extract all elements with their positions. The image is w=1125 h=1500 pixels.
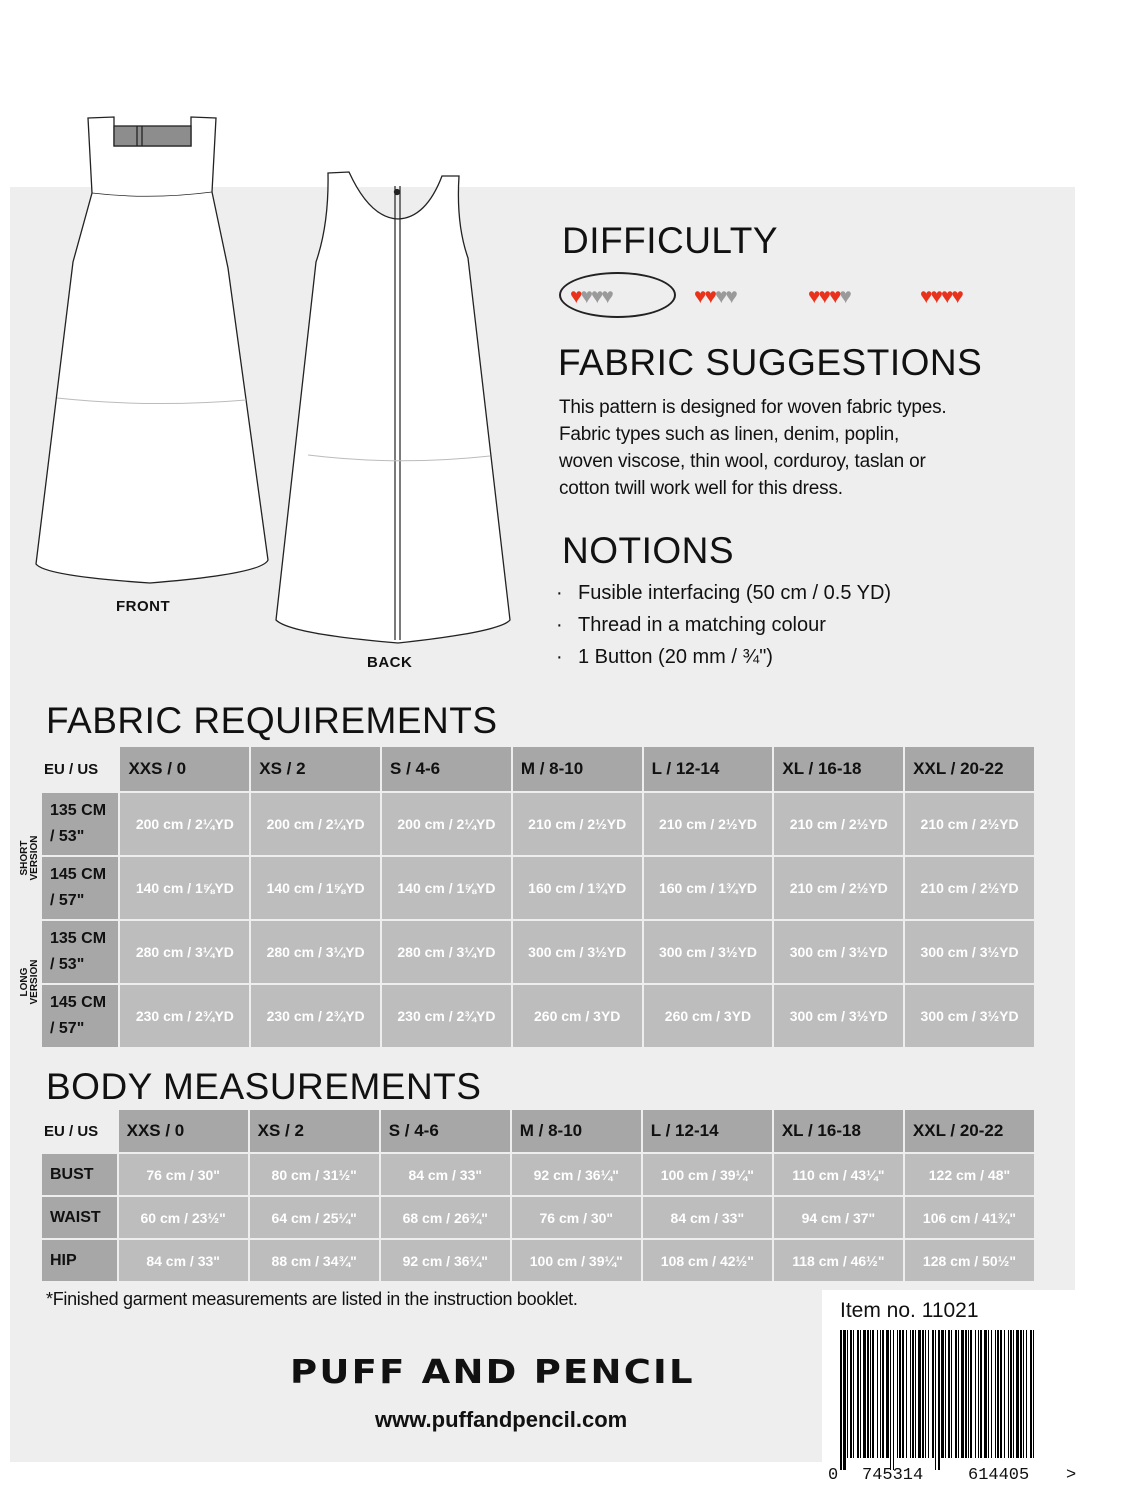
barcode-bar bbox=[853, 1330, 854, 1458]
notion-text: 1 Button (20 mm / ¾") bbox=[578, 646, 773, 668]
size-header: XXL / 20-22 bbox=[905, 1110, 1034, 1152]
barcode-bar bbox=[1026, 1330, 1027, 1458]
table-cell: 92 cm / 36¼" bbox=[512, 1154, 641, 1195]
heart-icon: ♥ bbox=[920, 285, 931, 308]
table-cell: 230 cm / 2¾YD bbox=[251, 985, 380, 1047]
table-cell: 76 cm / 30" bbox=[512, 1197, 641, 1238]
barcode-bar bbox=[955, 1330, 957, 1458]
barcode-bar bbox=[870, 1330, 871, 1458]
table-cell: 118 cm / 46½" bbox=[774, 1240, 903, 1281]
heart-icon: ♥ bbox=[930, 285, 941, 308]
barcode-bar bbox=[991, 1330, 992, 1458]
table-cell: 210 cm / 2½YD bbox=[644, 793, 773, 855]
heart-icon: ♥ bbox=[828, 285, 840, 308]
barcode-icon bbox=[840, 1330, 1064, 1470]
table-cell: 260 cm / 3YD bbox=[644, 985, 773, 1047]
table-cell: 84 cm / 33" bbox=[643, 1197, 772, 1238]
body-measurements-table bbox=[40, 1108, 1036, 1283]
table-cell: 210 cm / 2½YD bbox=[513, 793, 642, 855]
long-version-label bbox=[20, 958, 40, 1006]
row-label-line: / 53" bbox=[50, 828, 85, 845]
table-row bbox=[42, 985, 1034, 1047]
table-cell: 300 cm / 3½YD bbox=[513, 921, 642, 983]
table-cell: 92 cm / 36¼" bbox=[381, 1240, 510, 1281]
barcode-bar bbox=[1010, 1330, 1012, 1458]
heart-icon: ♥ bbox=[951, 285, 962, 308]
table-row bbox=[42, 1154, 1034, 1195]
notion-item bbox=[556, 646, 773, 669]
barcode-trail: > bbox=[1066, 1466, 1077, 1485]
row-label bbox=[42, 857, 118, 919]
table-cell: 140 cm / 1⅝YD bbox=[251, 857, 380, 919]
heart-icon: ♥ bbox=[725, 285, 736, 308]
table-cell: 160 cm / 1¾YD bbox=[513, 857, 642, 919]
group-label-line: VERSION bbox=[29, 835, 40, 881]
table-cell: 300 cm / 3½YD bbox=[774, 921, 903, 983]
barcode-bar bbox=[928, 1330, 929, 1458]
table-cell: 160 cm / 1¾YD bbox=[644, 857, 773, 919]
footnote: *Finished garment measurements are listed in the instruction booklet. bbox=[46, 1289, 578, 1309]
barcode-bar bbox=[945, 1330, 946, 1458]
heart-icon: ♥ bbox=[818, 285, 829, 308]
notion-item bbox=[556, 582, 891, 605]
barcode-bar bbox=[965, 1330, 967, 1458]
barcode-bar bbox=[840, 1330, 842, 1470]
table-cell: 108 cm / 42½" bbox=[643, 1240, 772, 1281]
difficulty-heading: DIFFICULTY bbox=[562, 220, 779, 261]
table-corner-label: EU / US bbox=[44, 760, 99, 778]
difficulty-level-4 bbox=[920, 286, 962, 308]
barcode-bar bbox=[877, 1330, 878, 1458]
row-label-line: / 57" bbox=[50, 892, 85, 909]
table-row bbox=[42, 921, 1034, 983]
barcode-bar bbox=[980, 1330, 982, 1458]
item-number: Item no. 11021 bbox=[840, 1299, 979, 1322]
size-header: XXL / 20-22 bbox=[905, 747, 1034, 791]
table-cell: 110 cm / 43¼" bbox=[774, 1154, 903, 1195]
barcode-bar bbox=[932, 1330, 934, 1458]
barcode-digits-left: 745314 bbox=[862, 1466, 924, 1485]
barcode-bar bbox=[915, 1330, 916, 1458]
barcode-bar bbox=[910, 1330, 911, 1458]
barcode-bar bbox=[961, 1330, 964, 1458]
barcode-bar bbox=[906, 1330, 907, 1458]
barcode-bar bbox=[988, 1330, 989, 1458]
barcode-bar bbox=[912, 1330, 914, 1458]
table-cell: 140 cm / 1⅝YD bbox=[120, 857, 249, 919]
front-dress-drawing bbox=[36, 117, 268, 583]
fabric-requirements-heading: FABRIC REQUIREMENTS bbox=[46, 700, 498, 741]
barcode-bar bbox=[850, 1330, 852, 1458]
notion-text: Thread in a matching colour bbox=[578, 614, 826, 636]
size-header: XXS / 0 bbox=[119, 1110, 248, 1152]
fabric-suggestion-line: cotton twill work well for this dress. bbox=[559, 478, 843, 499]
heart-icon: ♥ bbox=[714, 285, 726, 308]
short-version-label bbox=[20, 834, 40, 882]
barcode-lead-digit: 0 bbox=[828, 1466, 839, 1485]
size-header: M / 8-10 bbox=[512, 1110, 641, 1152]
size-header: L / 12-14 bbox=[643, 1110, 772, 1152]
barcode-bar bbox=[1023, 1330, 1024, 1458]
table-cell: 76 cm / 30" bbox=[119, 1154, 248, 1195]
row-label-line: 135 CM bbox=[50, 802, 107, 819]
table-header-row bbox=[42, 1110, 1034, 1152]
difficulty-rating bbox=[558, 272, 1028, 322]
barcode-bar bbox=[1020, 1330, 1022, 1458]
table-cell: 200 cm / 2¼YD bbox=[382, 793, 511, 855]
row-label-line: / 53" bbox=[50, 956, 85, 973]
table-row bbox=[42, 1240, 1034, 1281]
barcode-bar bbox=[880, 1330, 881, 1458]
row-label: HIP bbox=[42, 1240, 117, 1281]
table-cell: 106 cm / 41¾" bbox=[905, 1197, 1034, 1238]
barcode-bar bbox=[941, 1330, 944, 1458]
table-cell: 200 cm / 2¼YD bbox=[120, 793, 249, 855]
barcode-bar bbox=[997, 1330, 999, 1458]
row-label-line: 135 CM bbox=[50, 930, 107, 947]
website-link[interactable]: www.puffandpencil.com bbox=[375, 1407, 628, 1432]
row-label: WAIST bbox=[42, 1197, 117, 1238]
back-dress-drawing bbox=[276, 172, 510, 643]
table-cell: 122 cm / 48" bbox=[905, 1154, 1034, 1195]
barcode-bar bbox=[978, 1330, 979, 1458]
table-cell: 88 cm / 34¾" bbox=[250, 1240, 379, 1281]
barcode-bar bbox=[1004, 1330, 1005, 1458]
barcode-bar bbox=[847, 1330, 848, 1458]
barcode-bar bbox=[857, 1330, 859, 1458]
size-header: S / 4-6 bbox=[382, 747, 511, 791]
barcode-bar bbox=[1008, 1330, 1009, 1458]
table-cell: 94 cm / 37" bbox=[774, 1197, 903, 1238]
heart-icon: ♥ bbox=[704, 285, 715, 308]
table-cell: 230 cm / 2¾YD bbox=[120, 985, 249, 1047]
barcode-bar bbox=[968, 1330, 969, 1458]
table-cell: 64 cm / 25¼" bbox=[250, 1197, 379, 1238]
barcode-bar bbox=[948, 1330, 950, 1458]
row-label-line: 145 CM bbox=[50, 866, 107, 883]
size-header: XS / 2 bbox=[250, 1110, 379, 1152]
table-row bbox=[42, 793, 1034, 855]
barcode-digits-right: 614405 bbox=[968, 1466, 1030, 1485]
fabric-suggestions-text bbox=[559, 394, 947, 502]
table-cell: 280 cm / 3¼YD bbox=[382, 921, 511, 983]
row-label-line: / 57" bbox=[50, 1020, 85, 1037]
barcode-bar bbox=[902, 1330, 904, 1458]
group-label-line: SHORT bbox=[19, 840, 30, 876]
table-cell: 300 cm / 3½YD bbox=[905, 985, 1034, 1047]
heart-icon: ♥ bbox=[570, 285, 581, 308]
table-cell: 140 cm / 1⅝YD bbox=[382, 857, 511, 919]
body-measurements-heading: BODY MEASUREMENTS bbox=[46, 1066, 482, 1107]
heart-icon: ♥ bbox=[580, 285, 591, 308]
barcode-bar bbox=[1033, 1330, 1034, 1458]
heart-icon: ♥ bbox=[940, 285, 952, 308]
front-label: FRONT bbox=[116, 598, 171, 615]
table-cell: 300 cm / 3½YD bbox=[644, 921, 773, 983]
barcode-bar bbox=[970, 1330, 972, 1458]
barcode-bar bbox=[995, 1330, 996, 1458]
barcode-bar bbox=[872, 1330, 874, 1458]
fabric-suggestion-line: This pattern is designed for woven fabric types. bbox=[559, 397, 947, 418]
table-cell: 128 cm / 50½" bbox=[905, 1240, 1034, 1281]
size-header: XS / 2 bbox=[251, 747, 380, 791]
brand-logo: PUFF AND PENCIL bbox=[290, 1352, 695, 1391]
table-cell: 280 cm / 3¼YD bbox=[251, 921, 380, 983]
table-cell: 84 cm / 33" bbox=[381, 1154, 510, 1195]
barcode-bar bbox=[1030, 1330, 1032, 1458]
barcode-bar bbox=[925, 1330, 926, 1458]
barcode-bar bbox=[893, 1330, 894, 1470]
notion-text: Fusible interfacing (50 cm / 0.5 YD) bbox=[578, 582, 892, 604]
difficulty-level-2 bbox=[694, 286, 736, 308]
heart-icon: ♥ bbox=[839, 285, 850, 308]
bullet: · bbox=[556, 614, 563, 636]
table-cell: 300 cm / 3½YD bbox=[905, 921, 1034, 983]
table-row bbox=[42, 857, 1034, 919]
row-label bbox=[42, 921, 118, 983]
table-cell: 210 cm / 2½YD bbox=[905, 857, 1034, 919]
difficulty-level-1 bbox=[570, 286, 612, 308]
size-header: XXS / 0 bbox=[120, 747, 249, 791]
table-cell: 100 cm / 39¼" bbox=[643, 1154, 772, 1195]
group-label-line: LONG bbox=[19, 967, 30, 997]
barcode-bar bbox=[958, 1330, 959, 1458]
bullet: · bbox=[556, 646, 563, 668]
fabric-requirements-table bbox=[40, 745, 1036, 1049]
fabric-suggestion-line: Fabric types such as linen, denim, poplin, bbox=[559, 424, 900, 445]
barcode-bar bbox=[1013, 1330, 1014, 1458]
barcode-bar bbox=[951, 1330, 952, 1458]
barcode-bar bbox=[975, 1330, 976, 1458]
barcode-bar bbox=[1000, 1330, 1002, 1458]
heart-icon: ♥ bbox=[590, 285, 602, 308]
barcode-bar bbox=[922, 1330, 924, 1458]
difficulty-level-3 bbox=[808, 286, 850, 308]
row-label-line: 145 CM bbox=[50, 994, 107, 1011]
table-cell: 60 cm / 23½" bbox=[119, 1197, 248, 1238]
size-header: L / 12-14 bbox=[644, 747, 773, 791]
back-label: BACK bbox=[367, 654, 413, 671]
table-cell: 84 cm / 33" bbox=[119, 1240, 248, 1281]
barcode-bar bbox=[867, 1330, 869, 1458]
table-header-row bbox=[42, 747, 1034, 791]
row-label bbox=[42, 793, 118, 855]
barcode-bar bbox=[938, 1330, 940, 1470]
barcode-bar bbox=[882, 1330, 884, 1458]
barcode-bar bbox=[897, 1330, 898, 1458]
table-cell: 210 cm / 2½YD bbox=[774, 857, 903, 919]
fabric-suggestions-heading: FABRIC SUGGESTIONS bbox=[558, 342, 983, 383]
size-header: XL / 16-18 bbox=[774, 1110, 903, 1152]
table-cell: 210 cm / 2½YD bbox=[905, 793, 1034, 855]
bullet: · bbox=[556, 582, 563, 604]
notions-heading: NOTIONS bbox=[562, 530, 735, 571]
heart-icon: ♥ bbox=[694, 285, 705, 308]
heart-icon: ♥ bbox=[808, 285, 819, 308]
notion-item bbox=[556, 614, 826, 637]
table-cell: 300 cm / 3½YD bbox=[774, 985, 903, 1047]
size-header: M / 8-10 bbox=[513, 747, 642, 791]
group-label-line: VERSION bbox=[29, 959, 40, 1005]
barcode-bar bbox=[843, 1330, 846, 1470]
table-corner-label: EU / US bbox=[44, 1122, 99, 1140]
barcode-bar bbox=[899, 1330, 901, 1458]
size-header: XL / 16-18 bbox=[774, 747, 903, 791]
fabric-suggestion-line: woven viscose, thin wool, corduroy, taslan or bbox=[559, 451, 926, 472]
table-cell: 280 cm / 3¼YD bbox=[120, 921, 249, 983]
row-label bbox=[42, 985, 118, 1047]
table-cell: 200 cm / 2¼YD bbox=[251, 793, 380, 855]
barcode-bar bbox=[935, 1330, 936, 1470]
table-row bbox=[42, 1197, 1034, 1238]
size-header: S / 4-6 bbox=[381, 1110, 510, 1152]
barcode-bar bbox=[886, 1330, 889, 1458]
barcode-bar bbox=[863, 1330, 866, 1458]
row-label: BUST bbox=[42, 1154, 117, 1195]
table-cell: 80 cm / 31½" bbox=[250, 1154, 379, 1195]
table-cell: 260 cm / 3YD bbox=[513, 985, 642, 1047]
table-cell: 230 cm / 2¾YD bbox=[382, 985, 511, 1047]
barcode-bar bbox=[918, 1330, 921, 1458]
barcode-bar bbox=[1016, 1330, 1019, 1458]
barcode-area bbox=[822, 1290, 1082, 1495]
heart-icon: ♥ bbox=[601, 285, 612, 308]
garment-illustrations bbox=[0, 0, 540, 700]
table-cell: 210 cm / 2½YD bbox=[774, 793, 903, 855]
table-cell: 68 cm / 26¾" bbox=[381, 1197, 510, 1238]
barcode-bar bbox=[890, 1330, 891, 1470]
barcode-bar bbox=[984, 1330, 987, 1458]
table-cell: 100 cm / 39¼" bbox=[512, 1240, 641, 1281]
barcode-bar bbox=[860, 1330, 861, 1458]
